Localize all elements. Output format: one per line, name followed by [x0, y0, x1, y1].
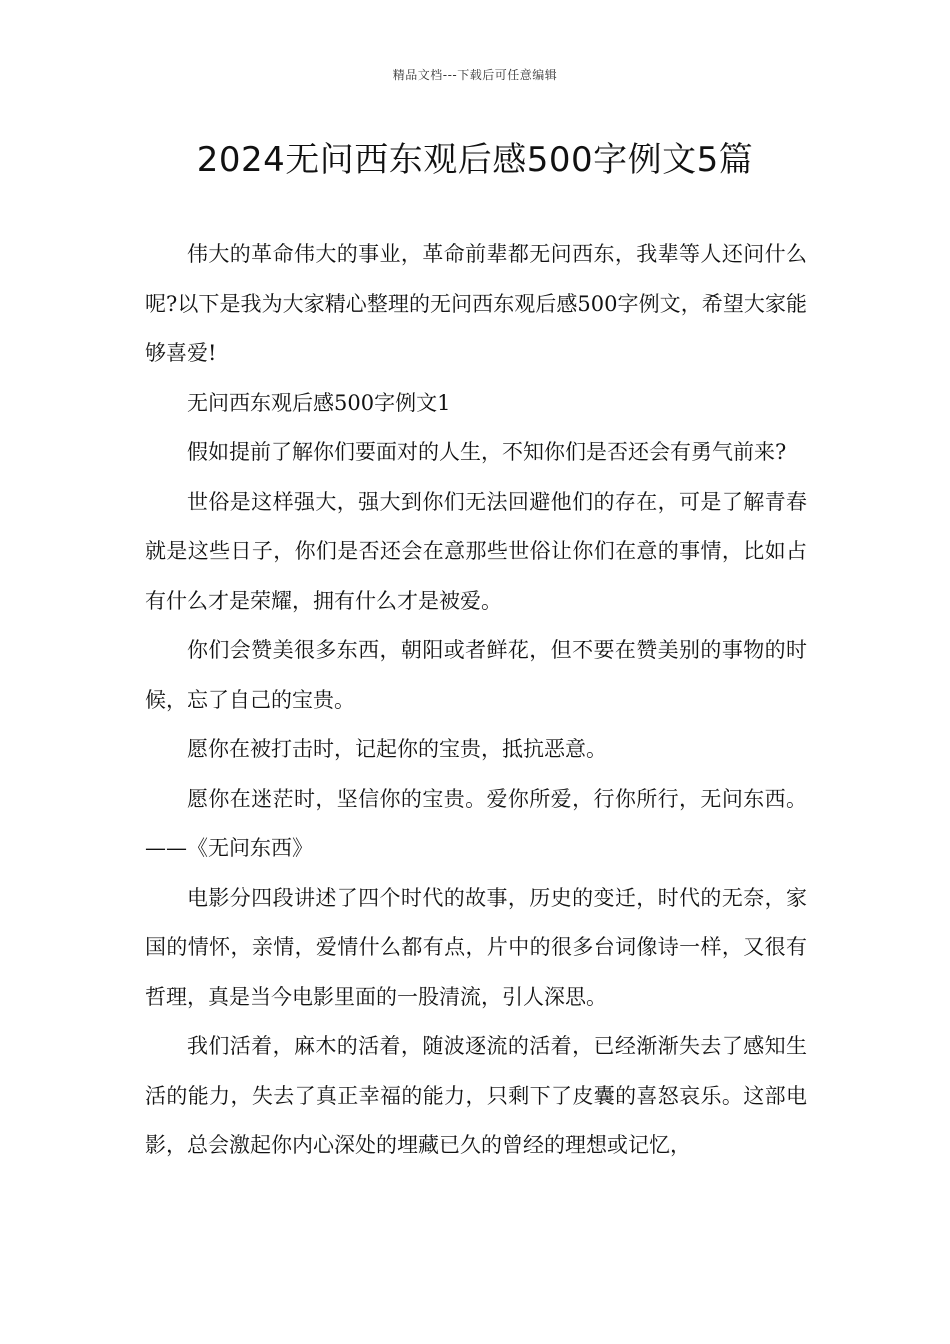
paragraph: 你们会赞美很多东西，朝阳或者鲜花，但不要在赞美别的事物的时候，忘了自己的宝贵。: [145, 638, 807, 712]
section-heading: 无问西东观后感500字例文1: [187, 390, 451, 415]
document-body: [145, 230, 807, 1171]
paragraph: 世俗是这样强大，强大到你们无法回避他们的存在，可是了解青春就是这些日子，你们是否还会在意那些世俗让你们在意的事情，比如占有什么才是荣耀，拥有什么才是被爱。: [145, 489, 807, 613]
document-title: 2024无问西东观后感500字例文5篇: [196, 140, 754, 180]
page-header: 精品文档---下载后可任意编辑: [392, 68, 558, 82]
paragraph: 电影分四段讲述了四个时代的故事，历史的变迁，时代的无奈，家国的情怀，亲情，爱情什么都有点，片中的很多台词像诗一样，又很有哲理，真是当今电影里面的一股清流，引人深思。: [145, 885, 807, 1009]
paragraph-intro: 伟大的革命伟大的事业，革命前辈都无问西东，我辈等人还问什么呢?以下是我为大家精心整理的无问西东观后感500字例文，希望大家能够喜爱!: [145, 242, 807, 365]
paragraph: 我们活着，麻木的活着，随波逐流的活着，已经渐渐失去了感知生活的能力，失去了真正幸福的能力，只剩下了皮囊的喜怒哀乐。这部电影，总会激起你内心深处的埋藏已久的曾经的理想或记忆，: [145, 1034, 807, 1157]
paragraph: 愿你在迷茫时，坚信你的宝贵。爱你所爱，行你所行，无问东西。——《无问东西》: [145, 786, 807, 860]
paragraph: 假如提前了解你们要面对的人生，不知你们是否还会有勇气前来?: [187, 440, 787, 464]
paragraph: 愿你在被打击时，记起你的宝贵，抵抗恶意。: [187, 737, 607, 761]
